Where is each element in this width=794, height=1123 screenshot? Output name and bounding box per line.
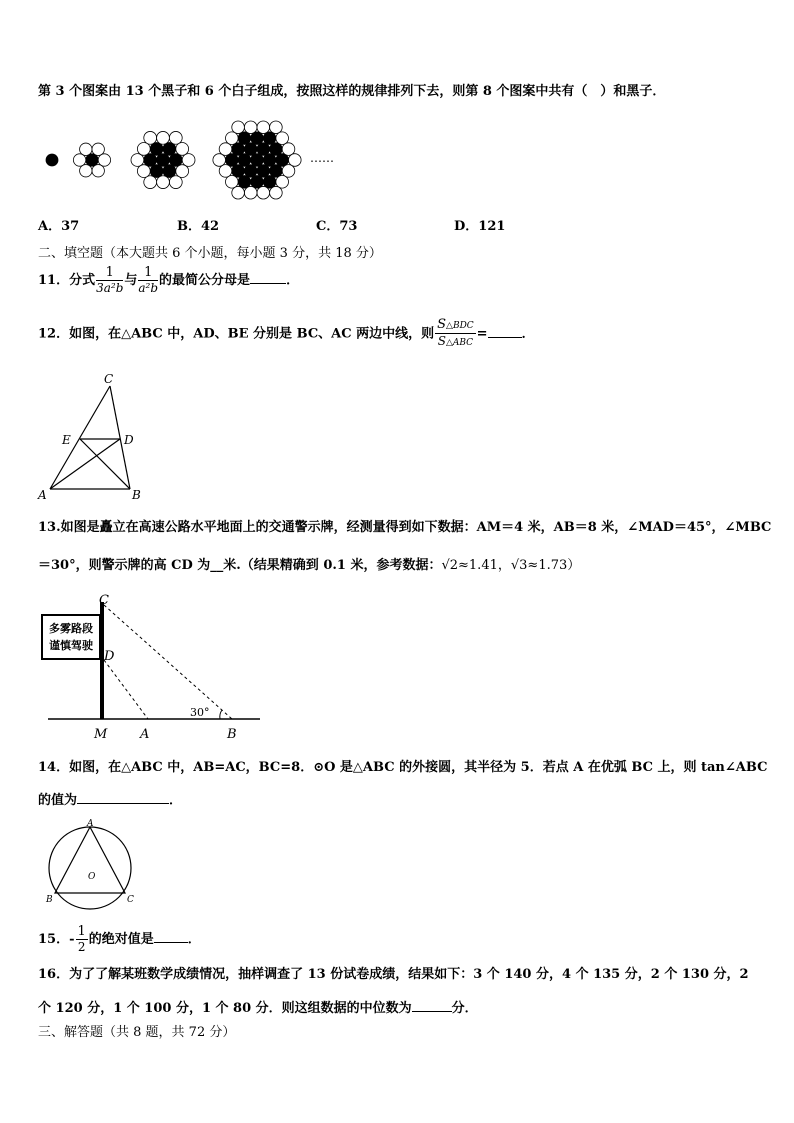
white-piece	[282, 165, 295, 178]
label-c: C	[99, 593, 109, 608]
q10-pattern-figure	[40, 115, 340, 205]
line-bc	[104, 605, 232, 719]
q15-den: 2	[77, 940, 86, 954]
black-piece	[270, 143, 283, 156]
q16-line2-text: 个 120 分，1 个 100 分，1 个 80 分．则这组数据的中位数为	[38, 1001, 412, 1016]
white-piece	[219, 165, 232, 178]
q16-line1: 16．为了了解某班数学成绩情况，抽样调查了 13 份试卷成绩，结果如下：3 个 140 分，4 个 135 分，2 个 130 分，2	[38, 967, 749, 982]
q11-answer-blank	[250, 271, 286, 284]
white-piece	[92, 165, 104, 177]
q15-end: ．	[187, 932, 201, 947]
q16-line2	[38, 999, 478, 1017]
q13-line2-text: ＝30°，则警示牌的高 CD 为__米.（结果精确到 0.1 米，参考数据：	[38, 558, 442, 573]
black-piece	[46, 154, 58, 166]
q11-frac1-den: 3a²b	[96, 281, 124, 295]
q11-mid: 与	[124, 273, 138, 288]
white-piece	[244, 121, 257, 134]
q12-eq: =	[476, 326, 488, 342]
q14-line2	[38, 791, 182, 809]
white-piece	[282, 143, 295, 156]
q10-stem: 第 3 个图案由 13 个黑子和 6 个白子组成，按照这样的规律排列下去，则第 8 个图案中共有（ ）和黑子．	[38, 84, 666, 99]
section2-heading: 二、填空题（本大题共 6 个小题，每小题 3 分，共 18 分）	[38, 246, 382, 261]
white-piece	[276, 132, 289, 145]
black-piece	[244, 143, 257, 156]
q15-prefix: 15．-	[38, 932, 75, 947]
line-ad	[104, 660, 148, 719]
sign-text-1: 多雾路段	[49, 622, 93, 635]
black-piece	[86, 154, 98, 166]
q11-prefix: 11．分式	[38, 273, 96, 288]
q15-num: 1	[77, 924, 86, 939]
q12-end: ．	[521, 326, 535, 342]
q11-frac2-den: a²b	[138, 281, 159, 295]
black-piece	[232, 143, 245, 156]
circumcircle	[49, 827, 131, 909]
white-piece	[270, 186, 283, 199]
black-piece	[163, 143, 176, 156]
black-piece	[276, 154, 289, 167]
white-piece	[244, 186, 257, 199]
q10-option-b: B．42	[177, 219, 220, 234]
q16-answer-blank	[412, 999, 452, 1012]
white-piece	[144, 176, 157, 189]
q12-den-sub: △ABC	[445, 338, 474, 348]
pattern-2	[73, 143, 110, 177]
q13-sqrt3: √3≈1.73）	[510, 558, 581, 573]
q13-line1: 13.如图是矗立在高速公路水平地面上的交通警示牌，经测量得到如下数据：AM＝4 米，AB＝8 米，∠MAD＝45°，∠MBC	[38, 520, 772, 535]
black-piece	[257, 143, 270, 156]
white-piece	[80, 143, 92, 155]
white-piece	[169, 176, 182, 189]
pattern-ellipsis: ……	[310, 151, 334, 165]
q12-den: S	[437, 334, 446, 348]
q11-frac2-num: 1	[138, 266, 158, 281]
q15-suffix: 的绝对值是	[88, 932, 154, 947]
label-a: A	[87, 819, 94, 829]
q10-option-a: A．37	[38, 219, 80, 234]
q11-suffix: 的最简公分母是	[159, 273, 251, 288]
white-piece	[157, 176, 170, 189]
q10-option-d: D．121	[454, 219, 506, 234]
white-piece	[80, 165, 92, 177]
q12-fraction	[435, 318, 476, 350]
white-piece	[176, 165, 189, 178]
pattern-1	[46, 154, 58, 166]
white-piece	[144, 131, 157, 144]
white-piece	[289, 154, 302, 167]
black-piece	[270, 165, 283, 178]
white-piece	[232, 186, 245, 199]
label-d: D	[124, 433, 134, 447]
label-b: B	[227, 727, 237, 742]
black-piece	[163, 165, 176, 178]
white-piece	[276, 176, 289, 189]
median-ad	[50, 439, 120, 489]
label-d: D	[104, 649, 115, 664]
q13-sign-figure	[38, 592, 268, 742]
q12-answer-blank	[488, 325, 522, 338]
q13-sqrt2: √2≈1.41，	[441, 558, 511, 573]
black-piece	[244, 165, 257, 178]
q15-answer-blank	[154, 930, 188, 943]
q12-triangle-figure	[36, 372, 146, 500]
pattern-3	[131, 131, 195, 188]
white-piece	[226, 132, 239, 145]
q12	[38, 318, 535, 350]
q13-line2	[38, 558, 580, 574]
white-piece	[270, 121, 283, 134]
label-m: M	[94, 727, 108, 742]
white-piece	[257, 121, 270, 134]
black-piece	[251, 176, 264, 189]
label-a: A	[38, 488, 47, 502]
black-piece	[150, 143, 163, 156]
label-e: E	[62, 433, 71, 447]
q14-end: ．	[169, 793, 183, 808]
black-piece	[226, 154, 239, 167]
q14-circle-figure	[42, 818, 142, 910]
q14-line1: 14．如图，在△ABC 中，AB=AC，BC=8．⊙O 是△ABC 的外接圆，其半径为 5．若点 A 在优弧 BC 上，则 tan∠ABC	[38, 760, 768, 775]
black-piece	[169, 154, 182, 167]
black-piece	[263, 176, 276, 189]
q11-frac1-num: 1	[96, 266, 123, 281]
pattern-4	[213, 121, 301, 199]
label-b: B	[46, 895, 53, 905]
white-piece	[169, 131, 182, 144]
label-o: O	[88, 872, 96, 882]
black-piece	[257, 165, 270, 178]
q14-answer-blank	[77, 791, 169, 804]
white-piece	[137, 165, 150, 178]
black-piece	[263, 154, 276, 167]
black-piece	[157, 154, 170, 167]
white-piece	[182, 154, 195, 167]
q11-end: ．	[286, 273, 300, 288]
white-piece	[232, 121, 245, 134]
white-piece	[98, 154, 110, 166]
section3-heading: 三、解答题（共 8 题，共 72 分）	[38, 1025, 236, 1040]
label-c: C	[127, 895, 134, 905]
sign-text-2: 谨慎驾驶	[49, 639, 93, 652]
white-piece	[176, 143, 189, 156]
q12-text: 12．如图，在△ABC 中，AD、BE 分别是 BC、AC 两边中线，则	[38, 326, 435, 342]
q15-fraction	[76, 925, 88, 954]
white-piece	[92, 143, 104, 155]
black-piece	[251, 154, 264, 167]
q14-line2-text: 的值为	[38, 793, 78, 808]
q16-end: 分．	[451, 1001, 478, 1016]
black-piece	[144, 154, 157, 167]
q11-fraction-2	[138, 266, 158, 295]
angle-label: 30°	[190, 706, 210, 719]
black-piece	[251, 132, 264, 145]
q15	[38, 925, 201, 954]
angle-arc	[220, 710, 222, 719]
black-piece	[263, 132, 276, 145]
black-piece	[150, 165, 163, 178]
side-ac	[50, 386, 110, 489]
label-c: C	[104, 372, 114, 386]
black-piece	[238, 154, 251, 167]
q12-num: S	[437, 317, 447, 332]
black-piece	[238, 176, 251, 189]
triangle-abc	[55, 827, 125, 893]
q10-option-c: C．73	[316, 219, 358, 234]
white-piece	[226, 176, 239, 189]
median-be	[80, 439, 130, 489]
white-piece	[131, 154, 144, 167]
label-a: A	[140, 727, 150, 742]
white-piece	[73, 154, 85, 166]
white-piece	[219, 143, 232, 156]
white-piece	[137, 143, 150, 156]
q12-num-sub: △BDC	[446, 321, 474, 331]
white-piece	[213, 154, 226, 167]
label-b: B	[132, 488, 141, 502]
white-piece	[157, 131, 170, 144]
black-piece	[232, 165, 245, 178]
black-piece	[238, 132, 251, 145]
q11-fraction-1	[96, 266, 123, 295]
white-piece	[257, 186, 270, 199]
q11	[38, 266, 299, 295]
